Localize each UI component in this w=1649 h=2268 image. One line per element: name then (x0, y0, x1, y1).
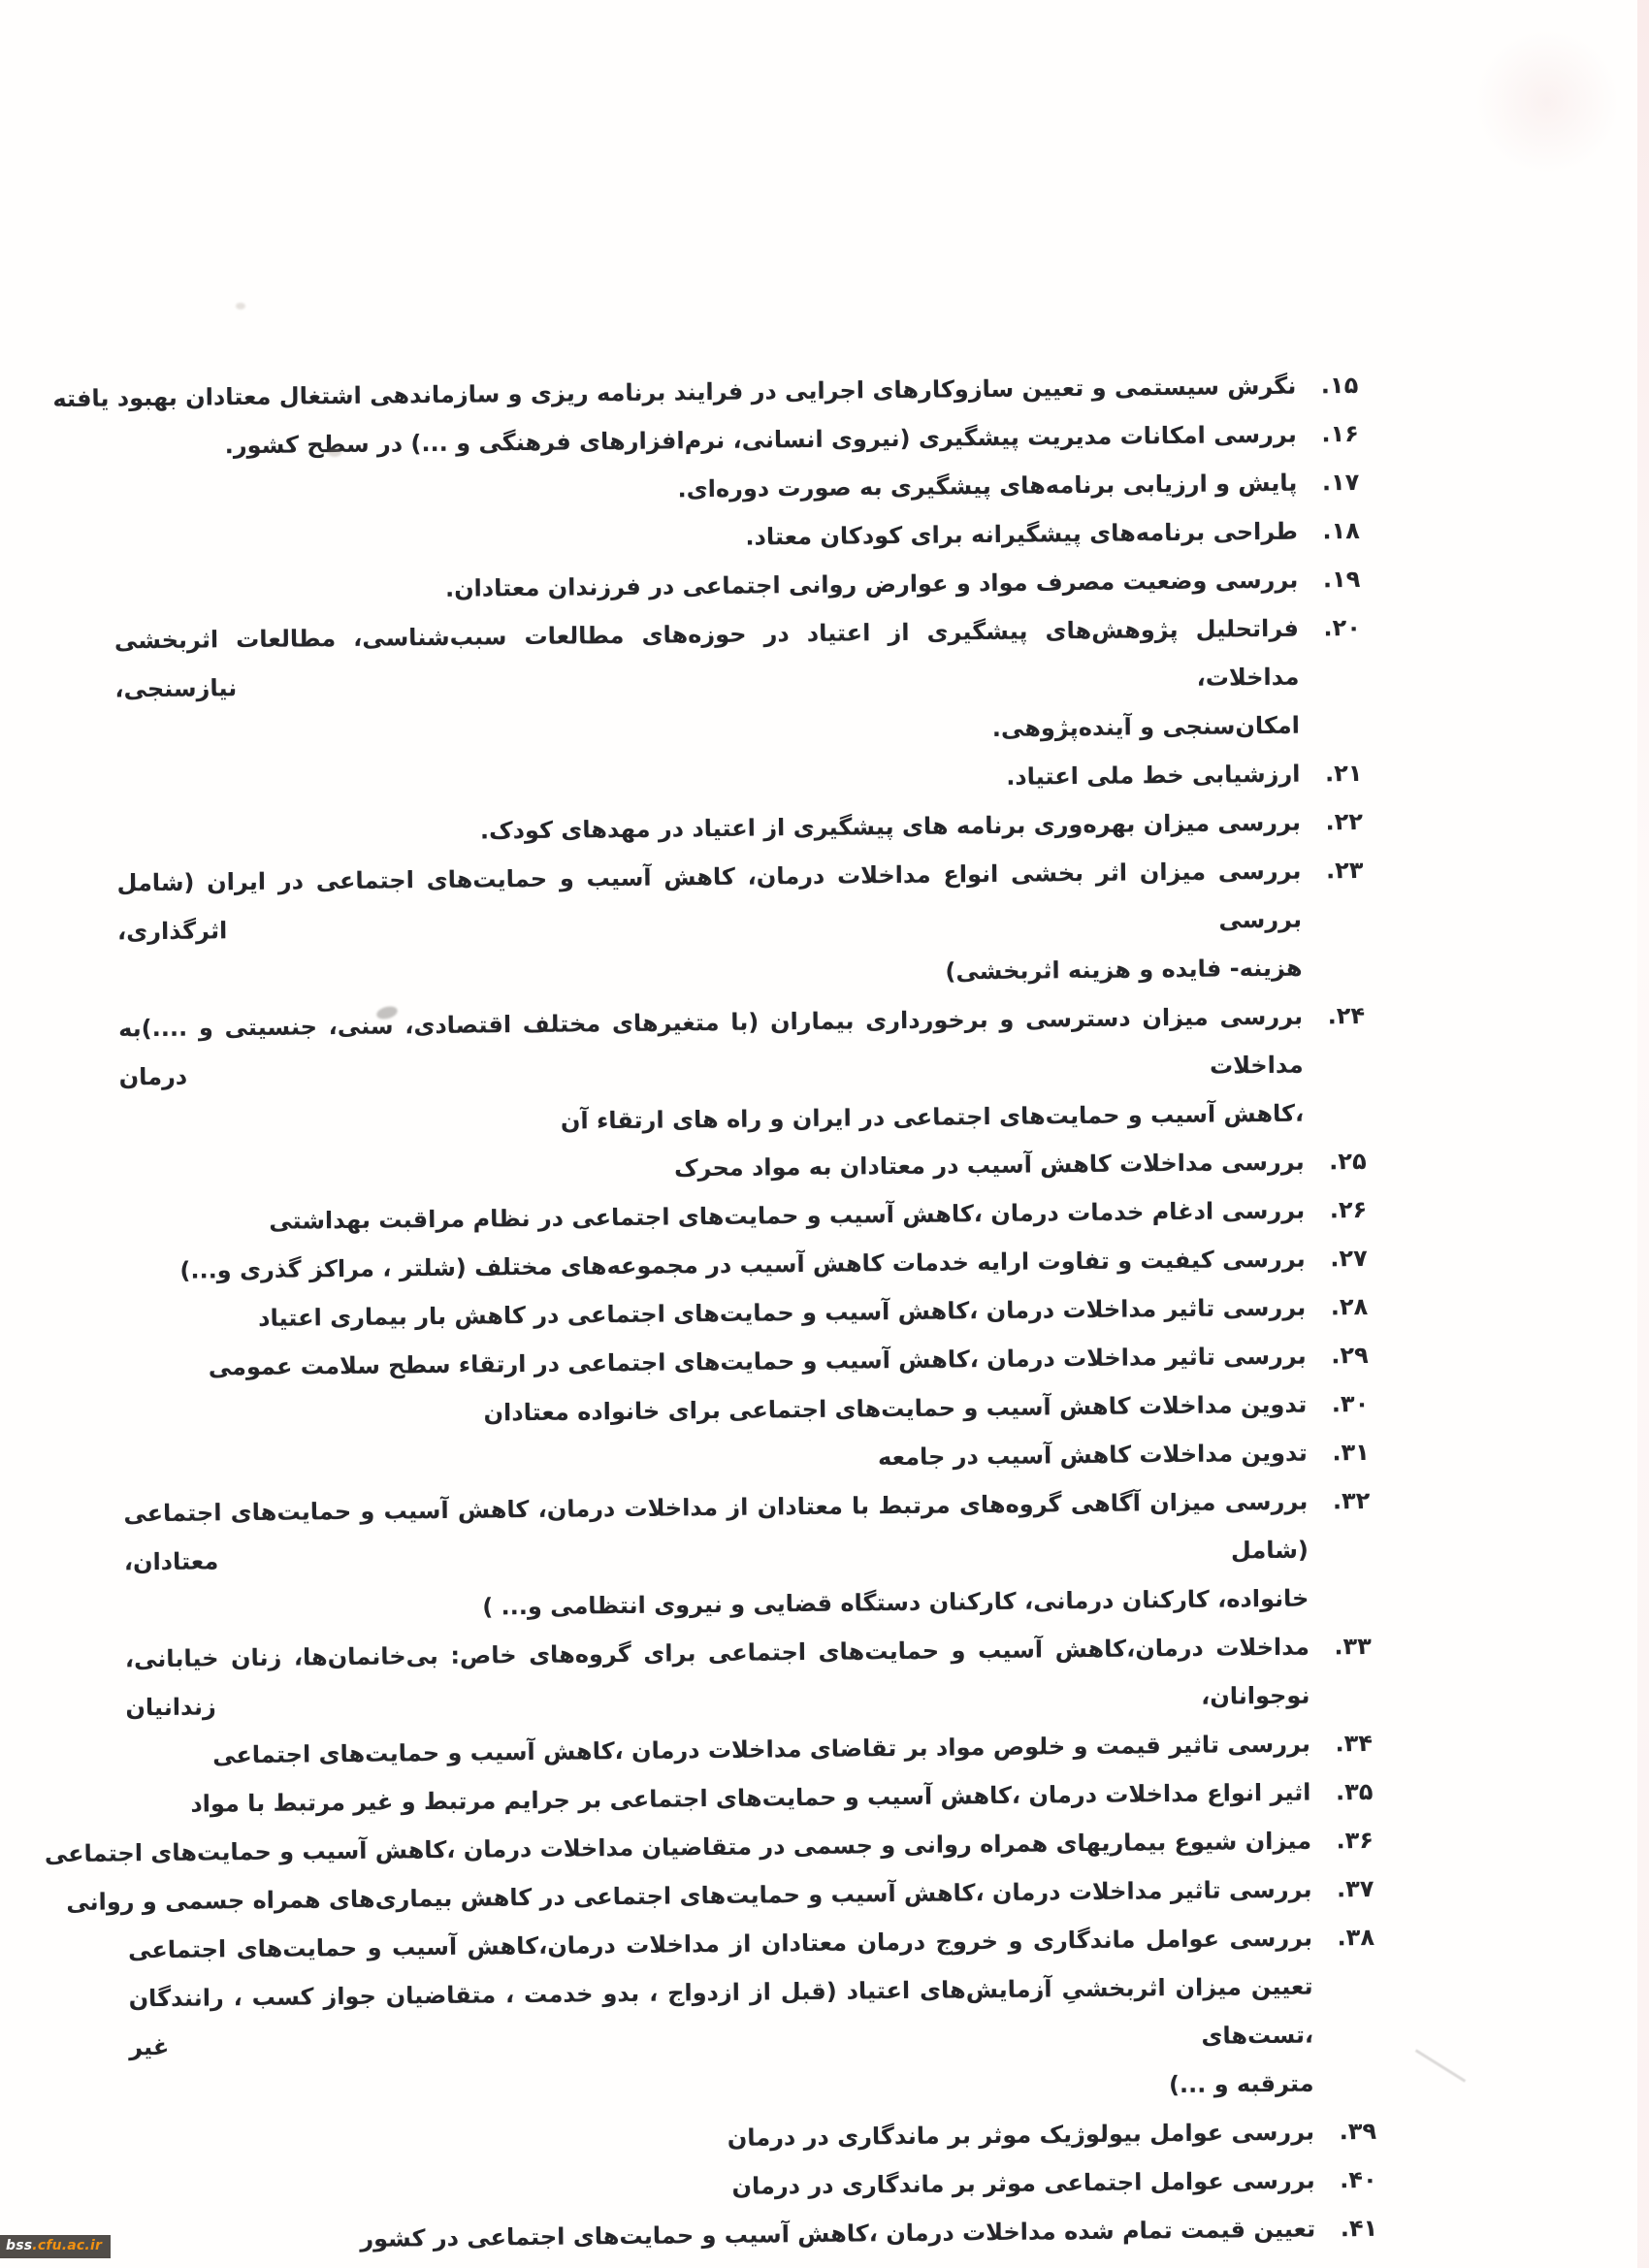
list-item-line: طراحی برنامه‌های پیشگیرانه برای کودکان معتاد. (745, 517, 1298, 551)
list-item-line: تدوین مداخلات کاهش آسیب در جامعه (877, 1439, 1308, 1472)
list-item (125, 1622, 1373, 1732)
list-item-line: بررسی کیفیت و تفاوت ارایه خدمات کاهش آسیب در مجموعه‌های مختلف (شلتر ، مراکز گذری و...) (179, 1245, 1306, 1284)
list-item-line: میزان شیوع بیماریهای همراه روانی و جسمی در متقاضیان مداخلات درمان ،کاهش آسیب و حمایت‌های اجتماعی (44, 1827, 1312, 1868)
list-item-line: بررسی امکانات مدیریت پیشگیری (نیروی انسانی، نرم‌افزارهای فرهنگی و ...) در سطح کشور. (224, 420, 1297, 460)
list-item-number: ۳۷. (1336, 1874, 1374, 1903)
list-item-number: ۲۶. (1329, 1195, 1368, 1224)
list-item-number: ۳۵. (1335, 1777, 1374, 1806)
list-item-line: هزینه- فایده و هزینه اثربخشی) (945, 954, 1303, 986)
list-item-line: اثیر انواع مداخلات درمان ،کاهش آسیب و حمایت‌های اجتماعی بر جرایم مرتبط و غیر مرتبط با مواد (190, 1778, 1311, 1818)
list-item-line: بررسی مداخلات کاهش آسیب در معتادان به مواد محرک (673, 1148, 1305, 1183)
list-item-line: ،کاهش آسیب و حمایت‌های اجتماعی در ایران و راه های ارتقاء آن (560, 1099, 1305, 1135)
list-item-line: امکان‌سنجی و آینده‌پژوهی. (991, 711, 1301, 742)
list-item-line: بررسی میزان اثر بخشی انواع مداخلات درمان، کاهش آسیب و حمایت‌های اجتماعی در ایران (شامل بررسی اثرگذاری، (116, 857, 1303, 946)
list-item-number: ۳۹. (1339, 2117, 1377, 2146)
list-item-line: تعیین میزان اثربخشیِ آزمایش‌های اعتیاد (قبل از ازدواج ، بدو خدمت ، متقاضیان جواز کسب ، رانندگان ،تست‌های غیر (128, 1972, 1314, 2061)
list-item-line: مترقبه و ...) (1168, 2069, 1314, 2099)
list-item-number: ۲۷. (1330, 1244, 1368, 1273)
list-item-number: ۱۵. (1320, 371, 1359, 400)
list-item-line: نگرش سیستمی و تعیین سازوکارهای اجرایی در فرایند برنامه ریزی و سازماندهی اشتغال معتادان بهبود یافته (52, 372, 1297, 413)
list-item-number: ۲۰. (1323, 613, 1362, 642)
list-item-number: ۱۹. (1322, 565, 1361, 594)
list-item-line: بررسی تاثیر قیمت و خلوص مواد بر تقاضای مداخلات درمان ،کاهش آسیب و حمایت‌های اجتماعی (211, 1730, 1311, 1769)
list-item-line: بررسی تاثیر مداخلات درمان ،کاهش آسیب و حمایت‌های اجتماعی در کاهش بیماری‌های همراه جسمی و روانی (66, 1875, 1312, 1917)
list-item-line: خانواده، کارکنان درمانی، کارکنان دستگاه قضایی و نیروی انتظامی و... ) (482, 1584, 1310, 1621)
list-item-number: ۴۱. (1340, 2214, 1378, 2243)
list-item-number: ۲۲. (1325, 807, 1364, 836)
list-item-number: ۱۸. (1322, 516, 1360, 545)
list-item-line: فراتحلیل پژوهش‌های پیشگیری از اعتیاد در حوزه‌های مطالعات سبب‌شناسی، مطالعات اثربخشی مداخلات، نیازسنجی، (113, 614, 1300, 703)
list-item-line: تدوین مداخلات کاهش آسیب و حمایت‌های اجتماعی برای خانواده معتادان (483, 1390, 1308, 1427)
list-item-line: بررسی عوامل ماندگاری و خروج درمان معتادان از مداخلات درمان،کاهش آسیب و حمایت‌های اجتماعی (127, 1924, 1313, 1964)
list-item (123, 1476, 1372, 1635)
list-item (128, 1913, 1376, 2120)
scan-artifact (1474, 29, 1620, 175)
list-item-number: ۲۱. (1324, 759, 1363, 788)
list-item-line: بررسی ادغام خدمات درمان ،کاهش آسیب و حمایت‌های اجتماعی در نظام مراقبت بهداشتی (269, 1196, 1306, 1235)
list-item-line: تعیین قیمت تمام شده مداخلات درمان ،کاهش آسیب و حمایت‌های اجتماعی در کشور (360, 2215, 1316, 2252)
list-item-line: بررسی وضعیت مصرف مواد و عوارض روانی اجتماعی در فرزندان معتادان. (444, 566, 1299, 602)
list-item-number: ۲۸. (1330, 1292, 1369, 1321)
list-item-line: بررسی میزان آگاهی گروه‌های مرتبط با معتادان از مداخلات درمان، کاهش آسیب و حمایت‌های اجتماعی (شامل معتادان، (123, 1487, 1309, 1576)
list-item-number: ۴۰. (1340, 2165, 1377, 2194)
list-item-line: بررسی تاثیر مداخلات درمان ،کاهش آسیب و حمایت‌های اجتماعی در ارتقاء سطح سلامت عمومی (208, 1342, 1307, 1381)
scan-artifact (1637, 0, 1649, 2268)
list-item-line: بررسی عوامل بیولوژیک موثر بر ماندگاری در درمان (727, 2118, 1315, 2152)
list-item-line: پایش و ارزیابی برنامه‌های پیشگیری به صورت دوره‌ای. (677, 469, 1298, 503)
list-item-number: ۲۵. (1329, 1147, 1367, 1176)
watermark-prefix: bss (6, 2238, 33, 2253)
list-item-number: ۳۲. (1332, 1486, 1371, 1515)
list-item-number: ۳۴. (1335, 1729, 1374, 1758)
list-item-number: ۱۷. (1321, 468, 1360, 497)
list-item-number: ۳۳. (1334, 1632, 1373, 1661)
list-item-number: ۳۱. (1332, 1438, 1370, 1467)
scan-artifact (1415, 2049, 1466, 2082)
site-watermark (0, 2235, 111, 2258)
list-item (114, 603, 1363, 761)
list-item-number: ۲۳. (1325, 856, 1364, 885)
list-item-line: بررسی میزان بهره‌وری برنامه های پیشگیری از اعتیاد در مهدهای کودک. (479, 808, 1302, 845)
list-item-line: بررسی تاثیر مداخلات درمان ،کاهش آسیب و حمایت‌های اجتماعی در کاهش بار بیماری اعتیاد (258, 1293, 1307, 1332)
list-item-number: ۲۴. (1327, 1001, 1366, 1030)
list-item (118, 991, 1367, 1150)
list-item-line: ارزشیابی خط ملی اعتیاد. (1006, 760, 1301, 791)
list-item-number: ۱۶. (1321, 419, 1359, 448)
list-item-number: ۲۹. (1331, 1341, 1369, 1370)
scan-artifact (236, 303, 245, 309)
list-item-number: ۳۶. (1336, 1826, 1374, 1855)
list-item-line: بررسی میزان دسترسی و برخورداری بیماران (با متغیرهای مختلف اقتصادی، سنی، جنسیتی و ....)به مداخلات درمان (117, 1002, 1304, 1091)
list-item-number: ۳۰. (1331, 1389, 1370, 1418)
list-item-line: مداخلات درمان،کاهش آسیب و حمایت‌های اجتماعی برای گروه‌های خاص: بی‌خانمان‌ها، زنان خیابانی، نوجوانان، زندانیان (124, 1633, 1310, 1722)
watermark-suffix: .cfu.ac.ir (32, 2238, 103, 2253)
list-item-line: بررسی عوامل اجتماعی موثر بر ماندگاری در درمان (731, 2166, 1315, 2200)
list-item-number: ۳۸. (1337, 1923, 1375, 1952)
list-item (116, 846, 1365, 1004)
